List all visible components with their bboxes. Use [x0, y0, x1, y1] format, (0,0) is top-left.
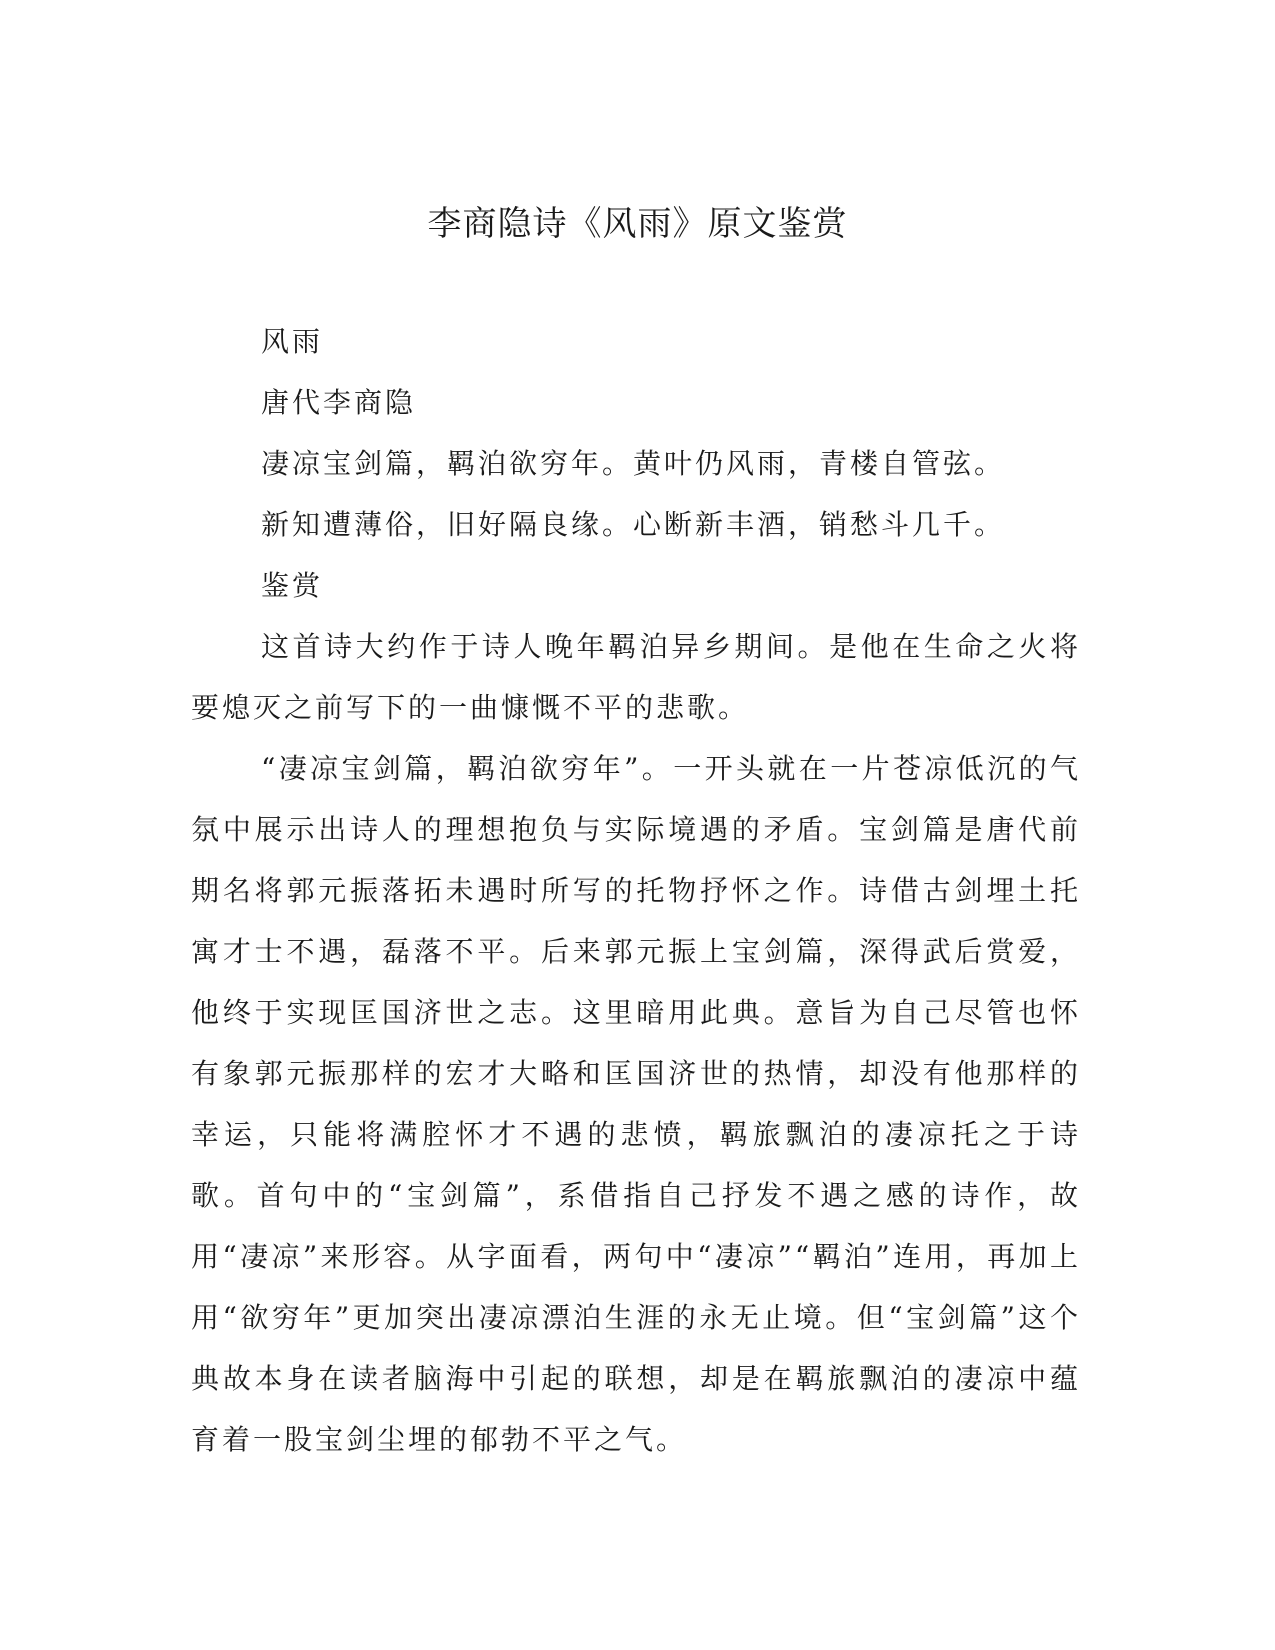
poem-line: 新知遭薄俗，旧好隔良缘。心断新丰酒，销愁斗几千。	[261, 508, 1006, 541]
poem-title: 风雨	[261, 325, 324, 358]
section-heading: 鉴赏	[261, 569, 324, 602]
body-paragraph: 这首诗大约作于诗人晚年羁泊异乡期间。是他在生命之火将要熄灭之前写下的一曲慷慨不平的悲歌。	[191, 630, 1081, 724]
poem-line: 凄凉宝剑篇，羁泊欲穷年。黄叶仍风雨，青楼自管弦。	[261, 447, 1006, 480]
document-body	[191, 311, 1081, 1470]
poem-author: 唐代李商隐	[261, 386, 417, 419]
document-title: 李商隐诗《风雨》原文鉴赏	[427, 204, 848, 244]
body-paragraph: “凄凉宝剑篇，羁泊欲穷年”。一开头就在一片苍凉低沉的气氛中展示出诗人的理想抱负与实际境遇的矛盾。宝剑篇是唐代前期名将郭元振落拓未遇时所写的托物抒怀之作。诗借古剑埋土托寓才士不遇，磊落不平。后来郭元振上宝剑篇，深得武后赏爱，他终于实现匡国济世之志。这里暗用此典。意旨为自己尽管也怀有象郭元振那样的宏才大略和匡国济世的热情，却没有他那样的幸运，只能将满腔怀才不遇的悲愤，羁旅飘泊的凄凉托之于诗歌。首句中的“宝剑篇”，系借指自己抒发不遇之感的诗作，故用“凄凉”来形容。从字面看，两句中“凄凉”“羁泊”连用，再加上用“欲穷年”更加突出凄凉漂泊生涯的永无止境。但“宝剑篇”这个典故本身在读者脑海中引起的联想，却是在羁旅飘泊的凄凉中蕴育着一股宝剑尘埋的郁勃不平之气。	[191, 752, 1081, 1456]
